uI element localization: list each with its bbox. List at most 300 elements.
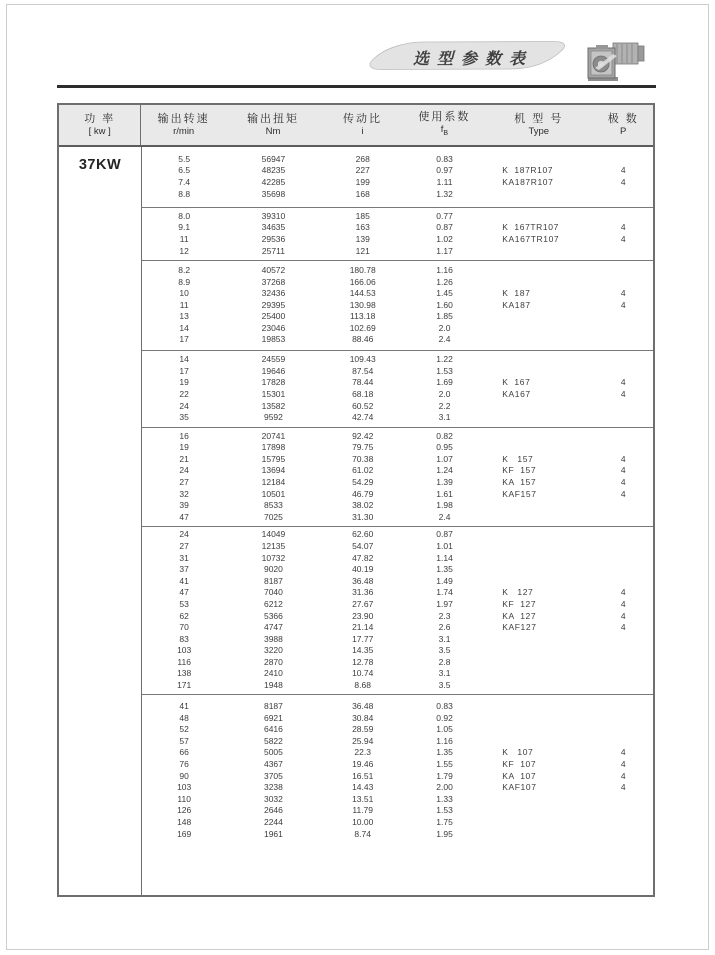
cell-output-speed: 41 xyxy=(179,701,189,711)
cell-type xyxy=(484,246,593,258)
table-row xyxy=(142,323,653,335)
col-header-type-unit: Type xyxy=(528,126,550,137)
cell-poles xyxy=(593,431,653,443)
power-value: 37KW xyxy=(78,157,122,173)
cell-service-factor: 2.2 xyxy=(438,400,451,411)
cell-poles: 4 xyxy=(620,288,626,299)
cell-ratio: 92.42 xyxy=(352,430,374,441)
cell-ratio: 8.68 xyxy=(354,680,371,691)
cell-poles: 4 xyxy=(620,453,626,464)
cell-ratio: 60.52 xyxy=(352,400,374,411)
cell-poles: 4 xyxy=(620,770,626,781)
cell-service-factor: 1.45 xyxy=(436,288,453,299)
cell-ratio: 78.44 xyxy=(352,377,374,388)
cell-ratio: 168 xyxy=(355,188,370,199)
cell-ratio: 109.43 xyxy=(349,354,376,365)
table-row xyxy=(142,300,653,312)
table-row xyxy=(142,622,653,634)
cell-output-torque: 12184 xyxy=(261,477,286,487)
table-row xyxy=(142,211,653,223)
cell-output-torque: 42285 xyxy=(261,177,286,187)
cell-poles: 4 xyxy=(620,488,626,499)
cell-type xyxy=(484,701,593,713)
cell-service-factor: 0.83 xyxy=(436,701,453,711)
cell-ratio: 62.60 xyxy=(352,529,374,540)
cell-output-speed: 27 xyxy=(179,540,189,551)
cell-ratio: 42.74 xyxy=(352,412,374,423)
cell-type: KAF127 xyxy=(502,622,537,633)
cell-output-speed: 11 xyxy=(179,234,189,244)
cell-poles xyxy=(593,817,653,829)
cell-type: KF 157 xyxy=(502,465,537,476)
cell-output-torque: 29536 xyxy=(261,234,286,244)
cell-output-torque: 13582 xyxy=(261,400,286,411)
table-body xyxy=(59,147,653,895)
col-header-torque-label: 输出扭矩 xyxy=(247,113,300,125)
col-header-poles xyxy=(593,105,653,145)
cell-poles: 4 xyxy=(620,389,626,399)
cell-output-speed: 16 xyxy=(179,430,189,441)
table-row xyxy=(142,334,653,346)
cell-output-torque: 10501 xyxy=(261,488,286,499)
table-block xyxy=(142,526,653,694)
cell-output-speed: 14 xyxy=(179,322,189,333)
cell-service-factor: 0.83 xyxy=(436,153,453,164)
table-row xyxy=(142,389,653,401)
table-row xyxy=(142,265,653,277)
cell-type: K 167 xyxy=(502,377,531,388)
cell-poles xyxy=(593,829,653,841)
cell-ratio: 227 xyxy=(355,165,370,176)
cell-poles xyxy=(593,412,653,424)
cell-output-speed: 7.4 xyxy=(178,177,191,187)
cell-output-torque: 1961 xyxy=(263,828,283,839)
cell-type: K 187R107 xyxy=(502,165,554,176)
table-row xyxy=(142,668,653,680)
cell-output-speed: 48 xyxy=(179,712,189,723)
table-row xyxy=(142,165,653,177)
table-row xyxy=(142,311,653,323)
cell-output-torque: 5822 xyxy=(263,735,283,746)
cell-service-factor: 0.95 xyxy=(436,442,453,453)
cell-type xyxy=(484,736,593,748)
title-banner xyxy=(366,40,572,71)
cell-poles xyxy=(593,529,653,541)
table-row xyxy=(142,713,653,725)
cell-output-torque: 8187 xyxy=(263,575,283,586)
cell-service-factor: 1.17 xyxy=(436,245,453,256)
cell-service-factor: 3.5 xyxy=(438,645,451,656)
cell-output-torque: 7025 xyxy=(263,511,283,522)
cell-type xyxy=(484,431,593,443)
cell-ratio: 185 xyxy=(355,210,370,221)
cell-service-factor: 1.02 xyxy=(436,234,453,244)
cell-output-speed: 171 xyxy=(177,680,192,691)
cell-service-factor: 2.0 xyxy=(438,389,451,399)
cell-type: KAF107 xyxy=(502,782,537,793)
cell-type xyxy=(484,354,593,366)
power-column xyxy=(59,147,142,895)
col-header-poles-unit: P xyxy=(620,126,627,137)
table-row xyxy=(142,401,653,413)
cell-type xyxy=(484,724,593,736)
table-row xyxy=(142,154,653,166)
table-block xyxy=(142,260,653,350)
cell-poles: 4 xyxy=(620,622,626,633)
table-row xyxy=(142,431,653,443)
cell-poles xyxy=(593,334,653,346)
cell-service-factor: 1.33 xyxy=(436,793,453,804)
cell-service-factor: 1.24 xyxy=(436,465,453,476)
table-row xyxy=(142,366,653,378)
cell-ratio: 166.06 xyxy=(349,276,376,287)
col-header-speed-unit: r/min xyxy=(173,126,195,137)
table-row xyxy=(142,442,653,454)
cell-type xyxy=(484,401,593,413)
cell-ratio: 14.35 xyxy=(352,645,374,656)
table-row xyxy=(142,724,653,736)
cell-type: K 157 xyxy=(502,453,534,464)
cell-ratio: 121 xyxy=(355,245,370,256)
cell-service-factor: 1.53 xyxy=(436,365,453,376)
cell-poles: 4 xyxy=(620,299,626,310)
cell-output-torque: 25711 xyxy=(261,245,285,256)
cell-output-torque: 8187 xyxy=(263,701,283,711)
cell-output-speed: 83 xyxy=(179,633,189,644)
table-row xyxy=(142,657,653,669)
cell-poles: 4 xyxy=(620,782,626,793)
cell-poles xyxy=(593,680,653,692)
table-row xyxy=(142,177,653,189)
cell-output-torque: 10732 xyxy=(261,552,286,563)
cell-output-speed: 37 xyxy=(179,564,189,575)
cell-output-torque: 3238 xyxy=(263,782,283,793)
cell-output-torque: 2410 xyxy=(263,668,283,679)
cell-output-torque: 12135 xyxy=(261,540,286,551)
cell-poles: 4 xyxy=(620,747,626,758)
col-header-speed-label: 输出转速 xyxy=(157,113,210,125)
table-block xyxy=(142,350,653,427)
cell-service-factor: 0.82 xyxy=(436,430,453,441)
cell-poles xyxy=(593,401,653,413)
cell-ratio: 54.29 xyxy=(352,477,374,487)
col-header-ratio-unit: i xyxy=(361,126,364,137)
cell-type xyxy=(484,277,593,289)
table-row xyxy=(142,234,653,246)
table-row xyxy=(142,512,653,524)
cell-service-factor: 2.3 xyxy=(438,610,451,621)
header-rule xyxy=(57,85,656,88)
cell-poles: 4 xyxy=(620,610,626,621)
table-row xyxy=(142,354,653,366)
cell-ratio: 47.82 xyxy=(352,552,374,563)
cell-service-factor: 2.8 xyxy=(438,656,451,667)
cell-type xyxy=(484,512,593,524)
cell-output-speed: 24 xyxy=(179,529,189,540)
table-row xyxy=(142,500,653,512)
cell-output-speed: 90 xyxy=(179,770,189,781)
cell-service-factor: 3.1 xyxy=(438,633,451,644)
cell-poles xyxy=(593,576,653,588)
cell-output-speed: 62 xyxy=(179,610,189,621)
cell-ratio: 10.74 xyxy=(352,668,374,679)
cell-ratio: 46.79 xyxy=(352,488,374,499)
cell-service-factor: 1.35 xyxy=(436,747,453,758)
cell-output-speed: 21 xyxy=(179,453,189,464)
cell-service-factor: 1.95 xyxy=(436,828,453,839)
cell-ratio: 12.78 xyxy=(352,656,374,667)
cell-output-torque: 9592 xyxy=(263,412,283,423)
table-row xyxy=(142,553,653,565)
cell-output-torque: 39310 xyxy=(261,210,286,221)
table-row xyxy=(142,465,653,477)
cell-type: KA 157 xyxy=(502,477,537,487)
col-header-power-unit: [ kw ] xyxy=(88,126,111,137)
cell-type xyxy=(484,323,593,335)
cell-poles xyxy=(593,634,653,646)
cell-service-factor: 0.92 xyxy=(436,712,453,723)
cell-poles: 4 xyxy=(620,222,626,233)
cell-type: KF 107 xyxy=(502,758,537,769)
table-row xyxy=(142,759,653,771)
cell-ratio: 22.3 xyxy=(354,747,371,758)
cell-output-speed: 70 xyxy=(179,622,189,633)
cell-service-factor: 2.0 xyxy=(438,322,451,333)
col-header-ratio-label: 传动比 xyxy=(342,113,382,125)
table-row xyxy=(142,529,653,541)
table-row xyxy=(142,680,653,692)
cell-ratio: 31.30 xyxy=(352,511,374,522)
cell-ratio: 19.46 xyxy=(352,758,374,769)
col-header-ratio xyxy=(320,105,404,145)
cell-type xyxy=(484,645,593,657)
cell-type xyxy=(484,829,593,841)
cell-output-speed: 24 xyxy=(179,400,189,411)
cell-service-factor: 1.98 xyxy=(436,500,453,511)
cell-ratio: 40.19 xyxy=(352,564,374,575)
cell-ratio: 102.69 xyxy=(349,322,376,333)
cell-type: K 167TR107 xyxy=(502,222,559,233)
table-row xyxy=(142,277,653,289)
table-block xyxy=(142,694,653,895)
cell-type xyxy=(484,553,593,565)
cell-ratio: 10.00 xyxy=(352,816,374,827)
table-row xyxy=(142,805,653,817)
cell-output-torque: 5366 xyxy=(263,610,283,621)
cell-output-speed: 148 xyxy=(177,816,192,827)
table-row xyxy=(142,599,653,611)
cell-type xyxy=(484,805,593,817)
table-row xyxy=(142,829,653,841)
cell-type xyxy=(484,541,593,553)
cell-type: K 107 xyxy=(502,747,534,758)
cell-type xyxy=(484,680,593,692)
cell-service-factor: 1.79 xyxy=(436,770,453,781)
cell-type xyxy=(484,668,593,680)
cell-ratio: 163 xyxy=(355,222,370,233)
cell-ratio: 88.46 xyxy=(352,334,374,345)
cell-output-torque: 3032 xyxy=(263,793,283,804)
cell-service-factor: 0.77 xyxy=(436,210,453,221)
cell-output-torque: 17898 xyxy=(261,442,286,453)
selection-table xyxy=(57,103,655,897)
cell-output-speed: 5.5 xyxy=(178,153,191,164)
cell-output-torque: 24559 xyxy=(261,354,286,365)
cell-output-speed: 11 xyxy=(179,299,189,310)
cell-poles xyxy=(593,564,653,576)
cell-service-factor: 2.6 xyxy=(438,622,451,633)
table-row xyxy=(142,377,653,389)
cell-poles xyxy=(593,277,653,289)
cell-type xyxy=(484,576,593,588)
cell-ratio: 79.75 xyxy=(352,442,374,453)
cell-poles xyxy=(593,541,653,553)
cell-poles xyxy=(593,246,653,258)
cell-type xyxy=(484,500,593,512)
table-row xyxy=(142,817,653,829)
cell-poles xyxy=(593,189,653,201)
cell-output-speed: 19 xyxy=(179,442,189,453)
table-row xyxy=(142,412,653,424)
col-header-torque-unit: Nm xyxy=(265,126,281,137)
table-row xyxy=(142,246,653,258)
col-header-service-factor-unit: $f_B$ xyxy=(440,124,449,137)
cell-output-speed: 13 xyxy=(179,311,189,322)
cell-type xyxy=(484,794,593,806)
cell-output-torque: 2870 xyxy=(263,656,283,667)
cell-output-torque: 37268 xyxy=(261,276,286,287)
table-row xyxy=(142,747,653,759)
cell-poles: 4 xyxy=(620,377,626,388)
cell-service-factor: 3.1 xyxy=(438,668,451,679)
cell-ratio: 30.84 xyxy=(352,712,374,723)
cell-ratio: 28.59 xyxy=(352,724,374,735)
cell-ratio: 144.53 xyxy=(349,288,376,299)
cell-service-factor: 1.39 xyxy=(436,477,453,487)
cell-poles xyxy=(593,500,653,512)
cell-service-factor: 1.69 xyxy=(436,377,453,388)
cell-poles: 4 xyxy=(620,598,626,609)
cell-output-speed: 9.1 xyxy=(178,222,191,233)
cell-output-speed: 66 xyxy=(179,747,189,758)
table-row xyxy=(142,611,653,623)
cell-ratio: 70.38 xyxy=(352,453,374,464)
cell-output-speed: 138 xyxy=(177,668,192,679)
cell-output-speed: 24 xyxy=(179,465,189,476)
cell-service-factor: 1.01 xyxy=(436,540,453,551)
table-block xyxy=(142,207,653,260)
cell-type: KA187R107 xyxy=(502,177,554,187)
cell-output-speed: 17 xyxy=(179,334,189,345)
cell-output-torque: 40572 xyxy=(261,264,286,275)
cell-service-factor: 1.35 xyxy=(436,564,453,575)
cell-type xyxy=(484,211,593,223)
cell-poles xyxy=(593,154,653,166)
cell-service-factor: 1.07 xyxy=(436,453,453,464)
cell-output-torque: 17828 xyxy=(261,377,286,388)
cell-output-torque: 48235 xyxy=(261,165,286,176)
cell-poles xyxy=(593,553,653,565)
cell-poles xyxy=(593,265,653,277)
cell-type: KF 127 xyxy=(502,598,537,609)
cell-output-speed: 103 xyxy=(177,782,192,793)
cell-output-torque: 20741 xyxy=(261,430,286,441)
cell-poles: 4 xyxy=(620,758,626,769)
cell-ratio: 68.18 xyxy=(352,389,374,399)
cell-output-speed: 52 xyxy=(179,724,189,735)
table-row xyxy=(142,645,653,657)
cell-service-factor: 1.11 xyxy=(436,177,453,187)
cell-service-factor: 0.87 xyxy=(436,529,453,540)
cell-service-factor: 1.60 xyxy=(436,299,453,310)
cell-service-factor: 0.87 xyxy=(436,222,453,233)
table-row xyxy=(142,736,653,748)
cell-type: KA187 xyxy=(502,299,531,310)
cell-poles: 4 xyxy=(620,177,626,187)
cell-type xyxy=(484,564,593,576)
cell-type xyxy=(484,657,593,669)
cell-service-factor: 1.61 xyxy=(436,488,453,499)
cell-ratio: 199 xyxy=(355,177,370,187)
cell-type xyxy=(484,366,593,378)
cell-output-speed: 6.5 xyxy=(178,165,191,176)
cell-output-speed: 116 xyxy=(177,656,191,667)
cell-poles: 4 xyxy=(620,234,626,244)
cell-output-torque: 29395 xyxy=(261,299,286,310)
cell-poles: 4 xyxy=(620,477,626,487)
cell-output-torque: 9020 xyxy=(263,564,283,575)
cell-type xyxy=(484,442,593,454)
cell-output-torque: 5005 xyxy=(263,747,283,758)
cell-output-torque: 34635 xyxy=(261,222,286,233)
cell-output-speed: 22 xyxy=(179,389,189,399)
cell-output-speed: 19 xyxy=(179,377,189,388)
cell-service-factor: 2.4 xyxy=(438,511,451,522)
cell-output-speed: 8.2 xyxy=(178,264,191,275)
cell-poles xyxy=(593,211,653,223)
cell-output-speed: 8.9 xyxy=(178,276,191,287)
cell-output-torque: 2244 xyxy=(263,816,283,827)
cell-poles xyxy=(593,701,653,713)
col-header-poles-label: 极 数 xyxy=(607,113,639,125)
cell-service-factor: 1.53 xyxy=(436,805,453,816)
gearmotor-photo-icon xyxy=(583,36,647,86)
cell-output-torque: 14049 xyxy=(261,529,286,540)
cell-ratio: 113.18 xyxy=(350,311,376,322)
cell-service-factor: 3.1 xyxy=(438,412,451,423)
cell-output-speed: 14 xyxy=(179,354,189,365)
table-row xyxy=(142,477,653,489)
cell-service-factor: 1.16 xyxy=(436,735,453,746)
cell-output-torque: 23046 xyxy=(261,322,286,333)
table-row xyxy=(142,782,653,794)
cell-output-speed: 76 xyxy=(179,758,189,769)
cell-output-torque: 15795 xyxy=(261,453,286,464)
cell-output-speed: 41 xyxy=(179,575,189,586)
cell-poles xyxy=(593,736,653,748)
cell-type: KAF157 xyxy=(502,488,537,499)
cell-type: KA167 xyxy=(502,389,531,399)
cell-type xyxy=(484,634,593,646)
cell-output-torque: 13694 xyxy=(261,465,286,476)
table-blocks xyxy=(142,147,653,895)
cell-output-torque: 19646 xyxy=(261,365,286,376)
cell-poles xyxy=(593,713,653,725)
col-header-type xyxy=(484,105,593,145)
cell-poles xyxy=(593,724,653,736)
cell-output-speed: 47 xyxy=(179,587,189,598)
cell-output-torque: 15301 xyxy=(261,389,286,399)
